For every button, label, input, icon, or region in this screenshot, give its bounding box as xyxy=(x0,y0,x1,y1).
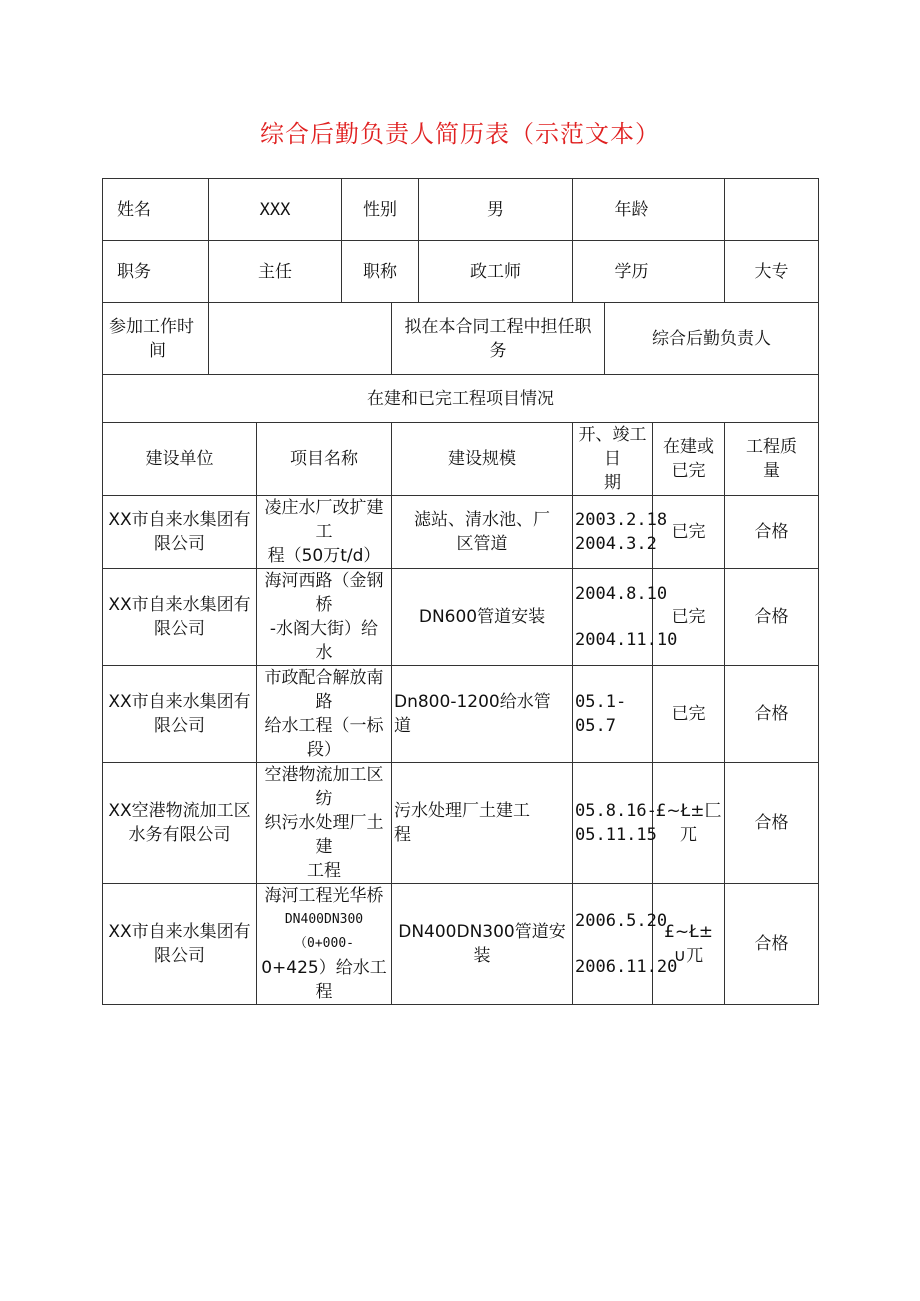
role-label: 拟在本合同工程中担任职 务 xyxy=(392,303,605,375)
header-quality: 工程质 量 xyxy=(725,423,819,496)
dates-cell: 05.8.16- 05.11.15 xyxy=(573,763,653,884)
post-label: 职务 xyxy=(103,241,209,303)
status-cell: 已完 xyxy=(653,666,725,763)
page-title: 综合后勤负责人简历表（示范文本） xyxy=(260,120,660,148)
scale-cell: DN600管道安装 xyxy=(392,569,573,666)
project-cell: 市政配合解放南路 给水工程（一标 段） xyxy=(257,666,392,763)
status-cell: £~Ł±匚兀 xyxy=(653,763,725,884)
unit-cell: XX市自来水集团有 限公司 xyxy=(103,569,257,666)
dates-cell: 2006.5.20 2006.11.20 xyxy=(573,884,653,1005)
project-cell: 海河西路（金钢桥 -水阁大街）给 水 xyxy=(257,569,392,666)
name-label: 姓名 xyxy=(103,179,209,241)
edu-value: 大专 xyxy=(725,241,819,303)
dates-cell: 2004.8.10 2004.11.10 xyxy=(573,569,653,666)
unit-cell: XX市自来水集团有 限公司 xyxy=(103,666,257,763)
table-row xyxy=(103,763,819,884)
post-value: 主任 xyxy=(209,241,342,303)
table-row xyxy=(103,666,819,763)
header-unit: 建设单位 xyxy=(103,423,257,496)
name-value: XXX xyxy=(209,179,342,241)
scale-cell: Dn800-1200给水管 道 xyxy=(392,666,573,763)
unit-cell: XX空港物流加工区 水务有限公司 xyxy=(103,763,257,884)
gender-value: 男 xyxy=(419,179,573,241)
age-label: 年龄 xyxy=(573,179,725,241)
table-row xyxy=(103,496,819,569)
header-dates: 开、竣工日 期 xyxy=(573,423,653,496)
rank-label: 职称 xyxy=(342,241,419,303)
resume-table xyxy=(102,178,819,1005)
unit-cell: XX市自来水集团有 限公司 xyxy=(103,884,257,1005)
header-scale: 建设规模 xyxy=(392,423,573,496)
quality-cell: 合格 xyxy=(725,666,819,763)
workstart-value xyxy=(209,303,392,375)
table-row xyxy=(103,884,819,1005)
project-cell: 空港物流加工区纺 织污水处理厂土建 工程 xyxy=(257,763,392,884)
quality-cell: 合格 xyxy=(725,496,819,569)
status-cell: £~Ł± ∪兀 xyxy=(653,884,725,1005)
scale-cell: DN400DN300管道安 装 xyxy=(392,884,573,1005)
edu-label: 学历 xyxy=(573,241,725,303)
dates-cell: 05.1-05.7 xyxy=(573,666,653,763)
status-cell: 已完 xyxy=(653,496,725,569)
unit-cell: XX市自来水集团有 限公司 xyxy=(103,496,257,569)
header-project: 项目名称 xyxy=(257,423,392,496)
gender-label: 性别 xyxy=(342,179,419,241)
header-status: 在建或 已完 xyxy=(653,423,725,496)
table-row xyxy=(103,569,819,666)
rank-value: 政工师 xyxy=(419,241,573,303)
dates-cell: 2003.2.18 2004.3.2 xyxy=(573,496,653,569)
age-value xyxy=(725,179,819,241)
scale-cell: 污水处理厂土建工 程 xyxy=(392,763,573,884)
project-cell: 海河工程光华桥 DN400DN300（0+000- 0+425）给水工程 xyxy=(257,884,392,1005)
scale-cell: 滤站、清水池、厂 区管道 xyxy=(392,496,573,569)
status-cell: 已完 xyxy=(653,569,725,666)
quality-cell: 合格 xyxy=(725,763,819,884)
role-value: 综合后勤负责人 xyxy=(605,303,819,375)
project-cell: 凌庄水厂改扩建工 程（50万t/d） xyxy=(257,496,392,569)
quality-cell: 合格 xyxy=(725,569,819,666)
section-title: 在建和已完工程项目情况 xyxy=(103,375,819,423)
workstart-label: 参加工作时 间 xyxy=(103,303,209,375)
quality-cell: 合格 xyxy=(725,884,819,1005)
